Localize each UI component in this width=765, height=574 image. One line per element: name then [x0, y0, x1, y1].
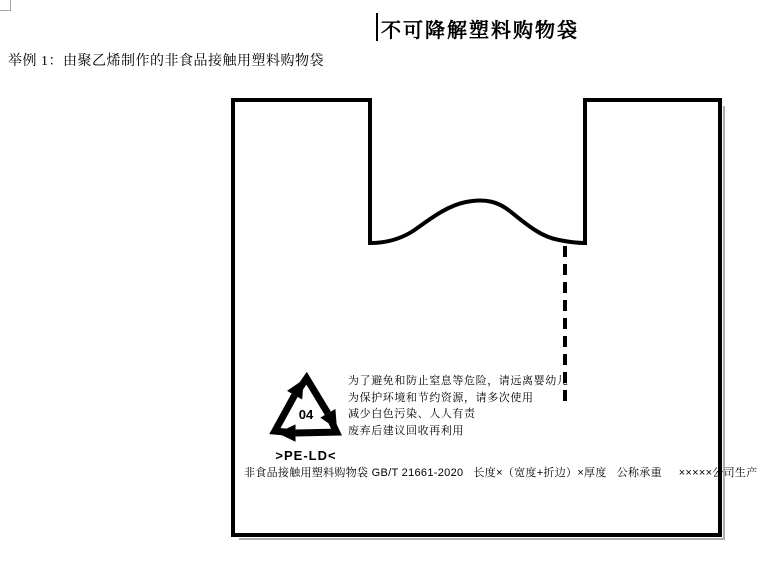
warning-line: 减少白色污染、人人有责: [348, 408, 476, 420]
warning-text-block: [348, 373, 568, 439]
text-cursor: [376, 13, 378, 41]
plastic-bag-figure: [231, 98, 758, 541]
resin-code-label: >PE-LD<: [275, 448, 337, 463]
warning-line: 为了避免和防止窒息等危险，请远离婴幼儿: [348, 375, 569, 387]
resin-code-number: 04: [298, 407, 314, 423]
warning-line: 为保护环境和节约资源，请多次使用: [348, 391, 534, 404]
example-caption: 举例 1：由聚乙烯制作的非食品接触用塑料购物袋: [8, 54, 324, 69]
recycling-symbol-icon: [262, 365, 350, 447]
margin-corner-mark: [0, 0, 11, 11]
page-title: 不可降解塑料购物袋: [381, 20, 579, 42]
margin-corner-mark-vertical: [10, 0, 11, 11]
warning-line: 废弃后建议回收再利用: [348, 424, 464, 437]
recycle-block: [261, 365, 351, 463]
bag-spec-label: 非食品接触用塑料购物袋 GB/T 21661-2020 长度×（宽度+折边）×厚度 公称承重 ×××××公司生产: [244, 467, 758, 479]
